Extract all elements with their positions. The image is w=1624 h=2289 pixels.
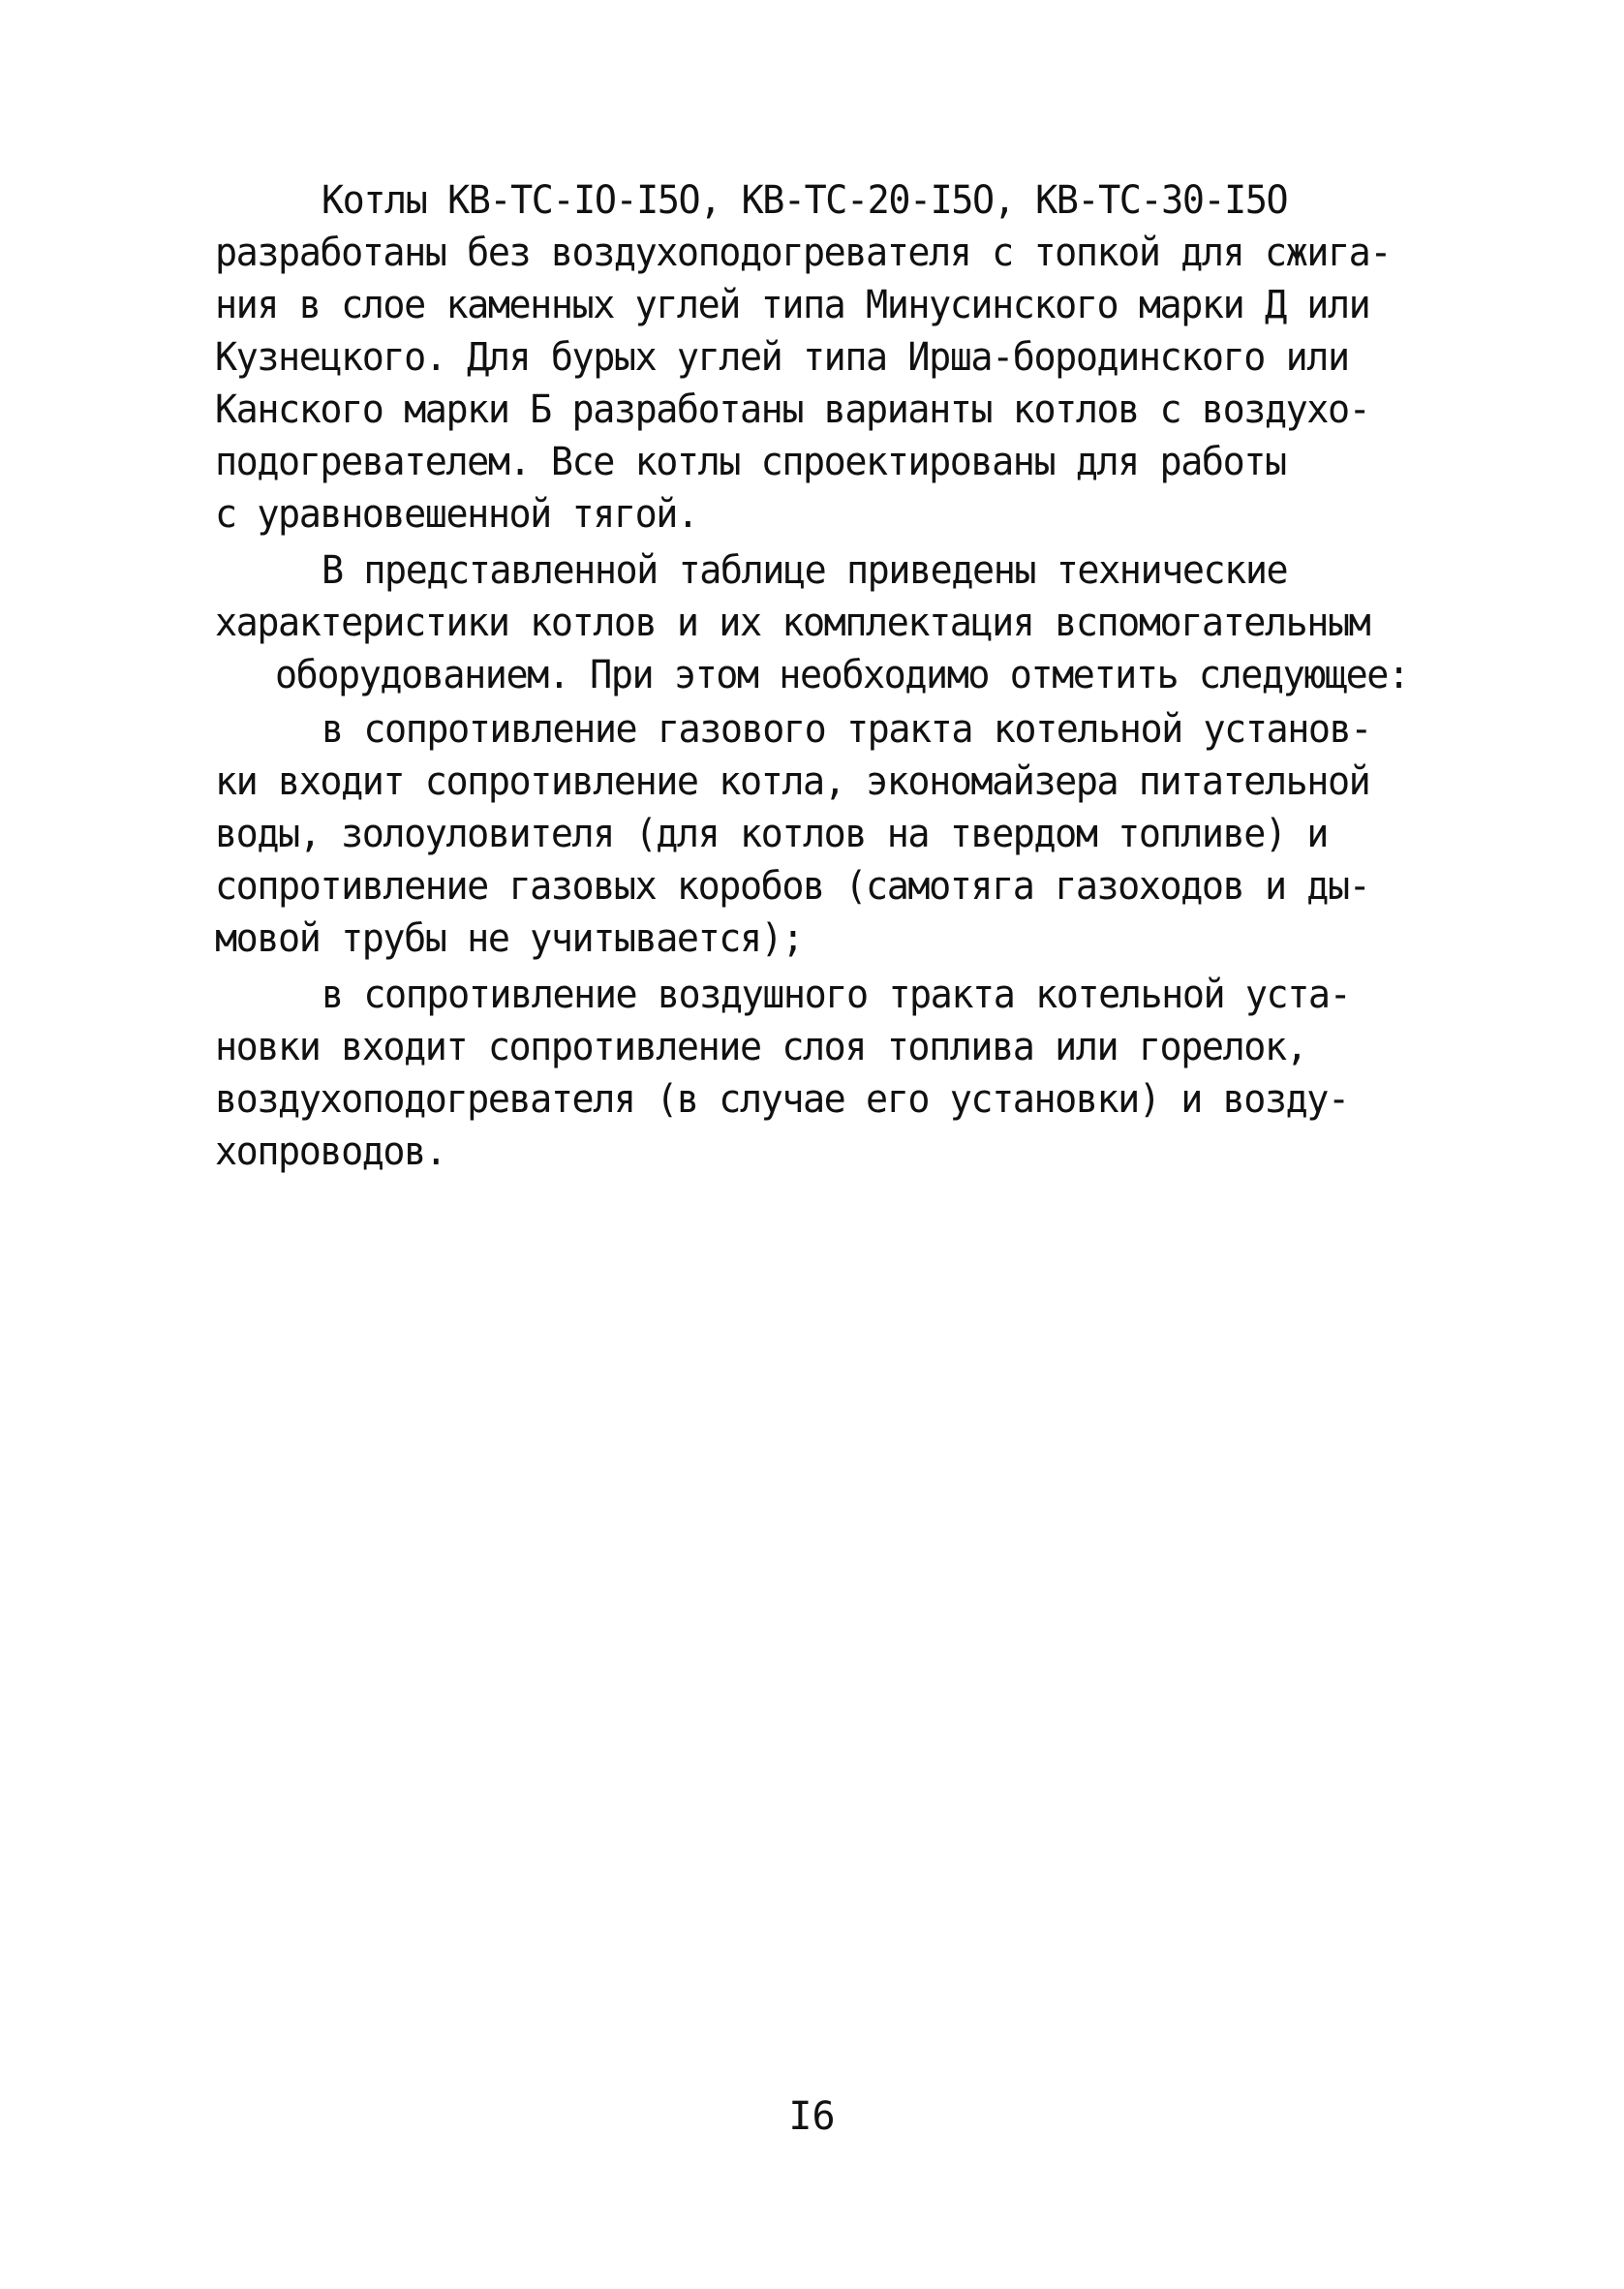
- text-line: воздухоподогревателя (в случае его установки) и возду-: [215, 1077, 1349, 1122]
- text-line: сопротивление газовых коробов (самотяга газоходов и ды-: [215, 864, 1370, 909]
- text-line: мовой трубы не учитывается);: [215, 916, 804, 961]
- text-line: Канского марки Б разработаны варианты котлов с воздухо-: [215, 387, 1370, 432]
- text-line: В представленной таблице приведены технические: [322, 548, 1288, 593]
- text-line: Котлы КВ-ТС-IO-I5O, КВ-ТС-20-I5O, КВ-ТС-30-I5O: [322, 178, 1288, 223]
- text-line: воды, золоуловителя (для котлов на твердом топливе) и: [215, 812, 1328, 856]
- page-number: I6: [788, 2094, 836, 2139]
- text-line: в сопротивление воздушного тракта котельной уста-: [322, 973, 1351, 1017]
- text-line: ки входит сопротивление котла, экономайзера питательной: [215, 759, 1370, 804]
- text-line: разработаны без воздухоподогревателя с топкой для сжига-: [215, 231, 1392, 275]
- text-line: новки входит сопротивление слоя топлива или горелок,: [215, 1025, 1307, 1069]
- text-line: ния в слое каменных углей типа Минусинского марки Д или: [215, 283, 1370, 327]
- text-line: в сопротивление газового тракта котельной установ-: [322, 707, 1371, 752]
- text-line: характеристики котлов и их комплектация вспомогательным: [215, 601, 1370, 645]
- text-line: подогревателем. Все котлы спроектированы для работы: [215, 440, 1286, 484]
- text-line: с уравновешенной тягой.: [215, 492, 698, 537]
- text-line: оборудованием. При этом необходимо отметить следующее:: [275, 653, 1409, 697]
- text-line: Кузнецкого. Для бурых углей типа Ирша-бородинского или: [215, 335, 1349, 380]
- text-line: хопроводов.: [215, 1129, 446, 1174]
